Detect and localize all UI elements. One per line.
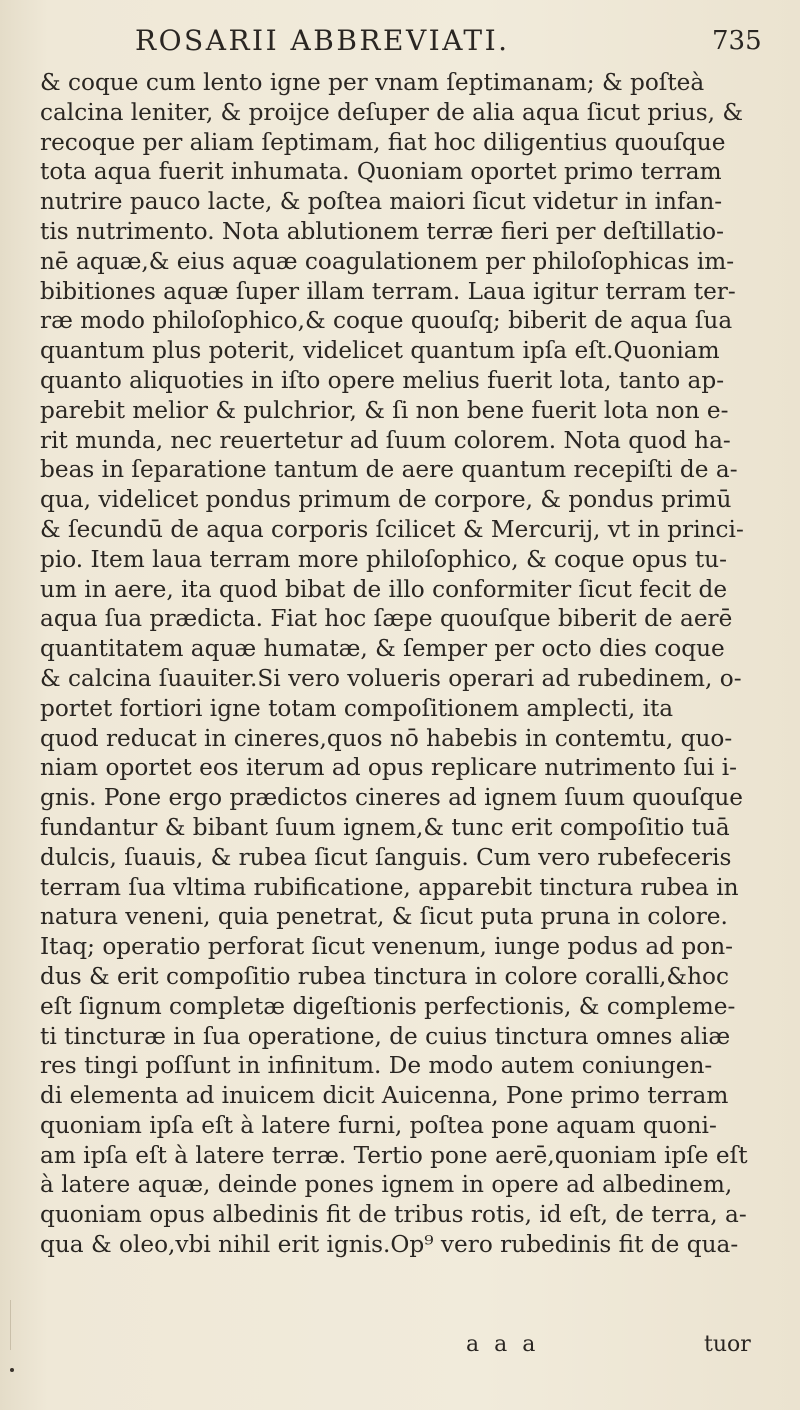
text-line: aqua ſua prædicta. Fiat hoc ſæpe quouſque biberit de aerē: [40, 605, 733, 633]
text-line: qua, videlicet pondus primum de corpore, & pondus primū: [40, 486, 732, 514]
text-line: tota aqua fuerit inhumata. Quoniam oportet primo terram: [40, 158, 722, 186]
text-line: quantum plus poterit, videlicet quantum ipſa eſt.Quoniam: [40, 337, 720, 365]
text-line: res tingi poſſunt in infinitum. De modo autem coniungen-: [40, 1052, 713, 1080]
text-line: quoniam ipſa eſt à latere furni, poſtea pone aquam quoni-: [40, 1111, 717, 1139]
text-line: dulcis, ſuauis, & rubea ſicut ſanguis. Cum vero rubefeceris: [40, 843, 732, 871]
text-line: rit munda, nec reuertetur ad ſuum colorem. Nota quod ha-: [40, 426, 731, 454]
text-line: um in aere, ita quod bibat de illo conformiter ſicut fecit de: [40, 575, 728, 603]
text-line: calcina leniter, & proijce deſuper de alia aqua ſicut prius, &: [40, 98, 743, 126]
text-line: parebit melior & pulchrior, & ſi non bene fuerit lota non e-: [40, 396, 729, 424]
signature-mark: a a a: [466, 1332, 540, 1357]
text-line: gnis. Pone ergo prædictos cineres ad ignem ſuum quouſque: [40, 784, 743, 812]
text-line: bibitiones aquæ ſuper illam terram. Laua igitur terram ter-: [40, 277, 736, 305]
text-line: niam oportet eos iterum ad opus replicare nutrimento ſui i-: [40, 754, 737, 782]
text-line: tis nutrimento. Nota ablutionem terræ fieri per deſtillatio-: [40, 217, 724, 245]
text-line: quantitatem aquæ humatæ, & ſemper per octo dies coque: [40, 635, 725, 663]
text-line: ti tincturæ in ſua operatione, de cuius tinctura omnes aliæ: [40, 1022, 731, 1050]
page-header: [0, 20, 800, 68]
text-line: à latere aquæ, deinde pones ignem in opere ad albedinem,: [40, 1171, 733, 1199]
text-line: quod reducat in cineres,quos nō habebis in contemtu, quo-: [40, 724, 733, 752]
text-line: ræ modo philoſophico,& coque quouſq; biberit de aqua ſua: [40, 307, 733, 335]
text-line: quanto aliquoties in iſto opere melius fuerit lota, tanto ap-: [40, 366, 725, 394]
text-line: nutrire pauco lacte, & poſtea maiori ſicut videtur in infan-: [40, 188, 723, 216]
body-text: [40, 68, 770, 1260]
text-line: & calcina ſuauiter.Si vero volueris operari ad rubedinem, o-: [40, 664, 742, 692]
margin-crease: [10, 1300, 11, 1350]
text-line: Itaq; operatio perforat ſicut venenum, iunge podus ad pon-: [40, 933, 733, 961]
text-line: fundantur & bibant ſuum ignem,& tunc erit compoſitio tuā: [40, 813, 730, 841]
text-line: pio. Item laua terram more philoſophico, & coque opus tu-: [40, 545, 727, 573]
text-line: beas in ſeparatione tantum de aere quantum recepiſti de a-: [40, 456, 738, 484]
ink-speck: [10, 1368, 14, 1372]
text-line: natura veneni, quia penetrat, & ſicut puta pruna in colore.: [40, 903, 728, 931]
running-title: ROSARII ABBREVIATI.: [135, 24, 510, 57]
text-line: & ſecundū de aqua corporis ſcilicet & Mercurij, vt in princi-: [40, 515, 744, 543]
text-line: di elementa ad inuicem dicit Auicenna, Pone primo terram: [40, 1082, 729, 1110]
text-line: am ipſa eſt à latere terræ. Tertio pone aerē,quoniam ipſe eſt: [40, 1141, 748, 1169]
text-line: qua & oleo,vbi nihil erit ignis.Op⁹ vero rubedinis fit de qua-: [40, 1231, 739, 1259]
text-line: nē aquæ,& eius aquæ coagulationem per philoſophicas im-: [40, 247, 735, 275]
text-line: recoque per aliam ſeptimam, fiat hoc diligentius quouſque: [40, 128, 726, 156]
page-footer: [0, 1332, 800, 1366]
page-number: 735: [712, 26, 762, 56]
text-line: terram ſua vltima rubificatione, apparebit tinctura rubea in: [40, 873, 739, 901]
text-line: dus & erit compoſitio rubea tinctura in colore coralli,&hoc: [40, 962, 729, 990]
catchword: tuor: [704, 1332, 751, 1357]
text-line: & coque cum lento igne per vnam ſeptimanam; & poſteà: [40, 69, 705, 96]
text-line: quoniam opus albedinis fit de tribus rotis, id eſt, de terra, a-: [40, 1201, 747, 1229]
text-line: eſt ſignum completæ digeſtionis perfectionis, & compleme-: [40, 992, 736, 1020]
text-line: portet fortiori igne totam compoſitionem amplecti, ita: [40, 694, 674, 722]
